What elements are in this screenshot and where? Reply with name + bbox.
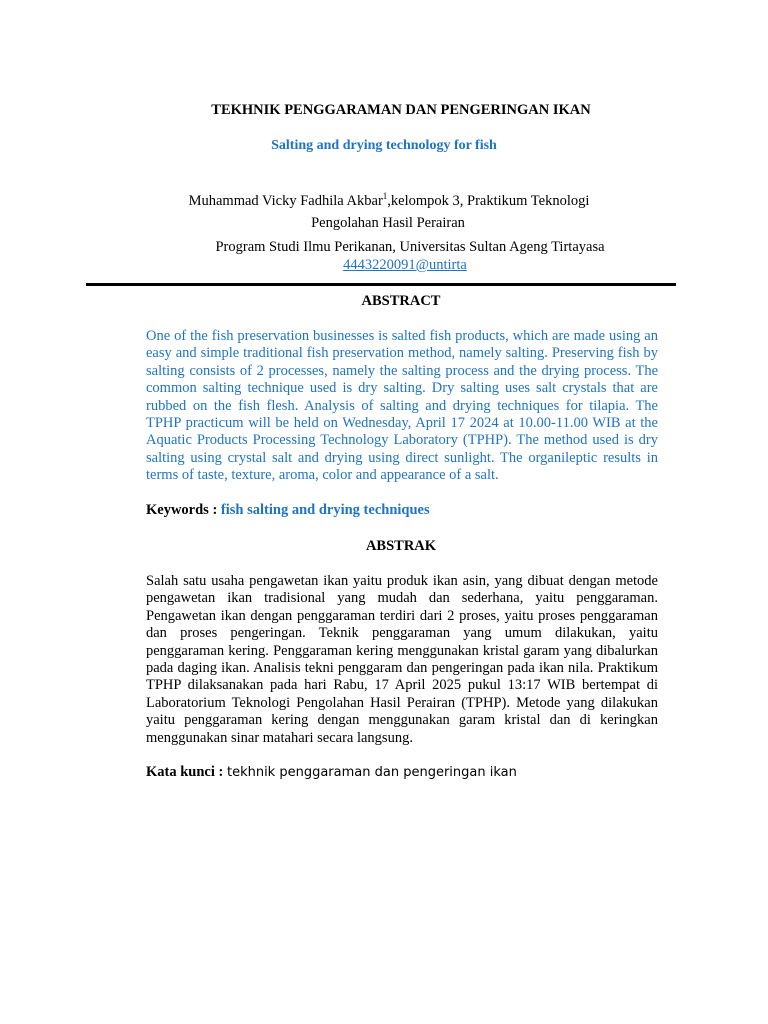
abstract-keywords [146, 502, 430, 519]
author-name: Muhammad Vicky Fadhila Akbar [188, 192, 383, 209]
paper-title: TEKHNIK PENGGARAMAN DAN PENGERINGAN IKAN [211, 102, 591, 118]
keywords-value: fish salting and drying techniques [220, 502, 430, 518]
paper-subtitle: Salting and drying technology for fish [271, 138, 497, 153]
author-affiliation: Program Studi Ilmu Perikanan, Universitas Sultan Ageng Tirtayasa [215, 239, 605, 255]
header-divider [86, 283, 676, 286]
author-superscript: 1 [382, 191, 388, 201]
keywords-label: Keywords : [146, 502, 218, 518]
author-email-link[interactable]: 4443220091@untirta [343, 257, 467, 273]
author-email-line [0, 257, 768, 274]
kata-kunci-value: tekhnik penggaraman dan pengeringan ikan [226, 765, 517, 780]
abstrak-heading: ABSTRAK [365, 538, 437, 554]
author-line [0, 191, 768, 210]
abstrak-keywords [146, 764, 517, 781]
abstrak-text: Salah satu usaha pengawetan ikan yaitu produk ikan asin, yang dibuat dengan metode pengawetan ikan tradisional yang mudah dan sederhana, yaitu penggaraman. Pengawetan ikan dengan penggaraman terdiri dari 2 proses, yaitu proses penggaraman dan proses pengeringan. Teknik penggaraman yang umum dilakukan, yaitu penggaraman kering. Penggaraman kering menggunakan kristal garam yang dibalurkan pada daging ikan. Analisis tekni penggaram dan pengeringan pada ikan nila. Praktikum TPHP dilaksanakan pada hari Rabu, 17 April 2025 pukul 13:17 WIB bertempat di Laboratorium Teknologi Pengolahan Hasil Perairan (TPHP). Metode yang dilakukan yaitu penggaraman kering dengan menggunakan garam kristal dan di keringkan menggunakan sinar matahari secara langsung. [146, 573, 658, 746]
abstract-text: One of the fish preservation businesses is salted fish products, which are made using an easy and simple traditional fish preservation method, namely salting. Preserving fish by salting consists of 2 processes, namely the salting process and the drying process. The common salting technique used is dry salting. Dry salting uses salt crystals that are rubbed on the fish flesh. Analysis of salting and drying techniques for tilapia. The TPHP practicum will be held on Wednesday, April 17 2024 at 10.00-11.00 WIB at the Aquatic Products Processing Technology Laboratory (TPHP). The method used is dry salting using crystal salt and drying using direct sunlight. The organileptic results in terms of taste, texture, aroma, color and appearance of a salt. [146, 328, 658, 484]
kata-kunci-label: Kata kunci : [146, 764, 224, 780]
abstract-heading: ABSTRACT [361, 293, 441, 309]
author-group: ,kelompok 3, Praktikum Teknologi [387, 192, 590, 209]
author-course: Pengolahan Hasil Perairan [311, 215, 465, 231]
